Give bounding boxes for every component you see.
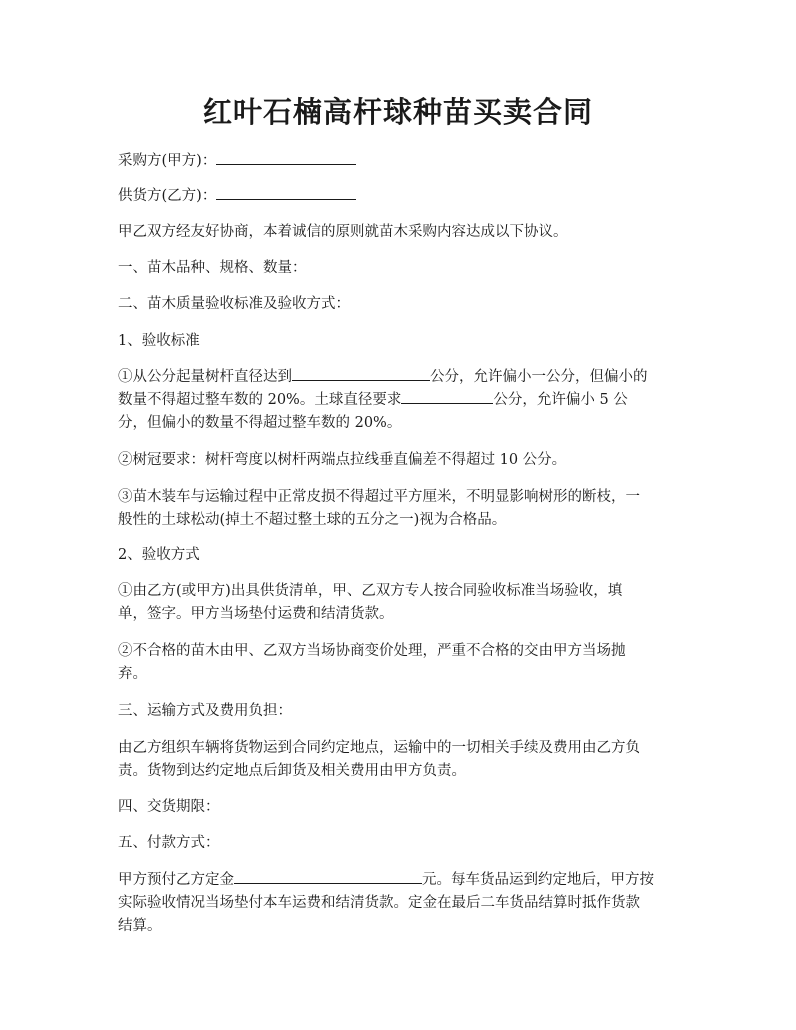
method-2-line-2: 弃。 <box>118 666 147 682</box>
section-3-line-2: 责。货物到达约定地点后卸货及相关费用由甲方负责。 <box>118 763 466 779</box>
item-3-line-2: 般性的土球松动(掉土不超过整土球的五分之一)视为合格品。 <box>118 512 507 528</box>
item-3-line-1: ③苗木装车与运输过程中正常皮损不得超过平方厘米，不明显影响树形的断枝，一 <box>118 489 640 505</box>
section-2-2-heading: 2、验收方式 <box>118 547 200 563</box>
deposit-text-a: 甲方预付乙方定金 <box>118 872 234 888</box>
seller-blank[interactable] <box>216 185 356 200</box>
trunk-diameter-blank[interactable] <box>292 366 430 381</box>
seller-label: 供货方(乙方)： <box>118 188 217 204</box>
section-2-heading: 二、苗木质量验收标准及验收方式： <box>118 296 350 312</box>
section-5-line-3: 结算。 <box>118 918 162 934</box>
deposit-amount-blank[interactable] <box>234 869 422 884</box>
page-title: 红叶石楠高杆球种苗买卖合同 <box>202 95 593 129</box>
item-1-text-a: ①从公分起量树杆直径达到 <box>118 369 292 385</box>
seller-line <box>118 185 356 207</box>
item-1-text-d: 公分，允许偏小 5 公 <box>493 392 628 408</box>
buyer-line <box>118 150 356 172</box>
section-1-heading: 一、苗木品种、规格、数量： <box>118 260 307 276</box>
item-1-line-2 <box>118 389 628 411</box>
section-4-heading: 四、交货期限： <box>118 799 220 815</box>
item-1-line-3: 分，但偏小的数量不得超过整车数的 20%。 <box>118 415 402 431</box>
item-1-line-1 <box>118 366 648 388</box>
section-2-1-heading: 1、验收标准 <box>118 333 200 349</box>
method-1-line-1: ①由乙方(或甲方)出具供货清单，甲、乙双方专人按合同验收标准当场验收，填 <box>118 583 623 599</box>
section-3-heading: 三、运输方式及费用负担： <box>118 703 292 719</box>
item-2-text: ②树冠要求：树杆弯度以树杆两端点拉线垂直偏差不得超过 10 公分。 <box>118 452 567 468</box>
deposit-text-b: 元。每车货品运到约定地后，甲方按 <box>422 872 654 888</box>
method-1-line-2: 单，签字。甲方当场垫付运费和结清货款。 <box>118 606 394 622</box>
method-2-line-1: ②不合格的苗木由甲、乙双方当场协商变价处理，严重不合格的交由甲方当场抛 <box>118 643 626 659</box>
section-3-line-1: 由乙方组织车辆将货物运到合同约定地点，运输中的一切相关手续及费用由乙方负 <box>118 740 640 756</box>
item-1-text-b: 公分，允许偏小一公分，但偏小的 <box>430 369 648 385</box>
section-5-line-2: 实际验收情况当场垫付本车运费和结清货款。定金在最后二车货品结算时抵作货款 <box>118 895 640 911</box>
buyer-label: 采购方(甲方)： <box>118 153 217 169</box>
section-5-heading: 五、付款方式： <box>118 835 220 851</box>
buyer-blank[interactable] <box>216 150 356 165</box>
root-ball-diameter-blank[interactable] <box>401 389 493 404</box>
item-1-text-c: 数量不得超过整车数的 20%。土球直径要求 <box>118 392 402 408</box>
intro-paragraph: 甲乙双方经友好协商，本着诚信的原则就苗木采购内容达成以下协议。 <box>118 224 568 240</box>
section-5-line-1 <box>118 869 654 891</box>
